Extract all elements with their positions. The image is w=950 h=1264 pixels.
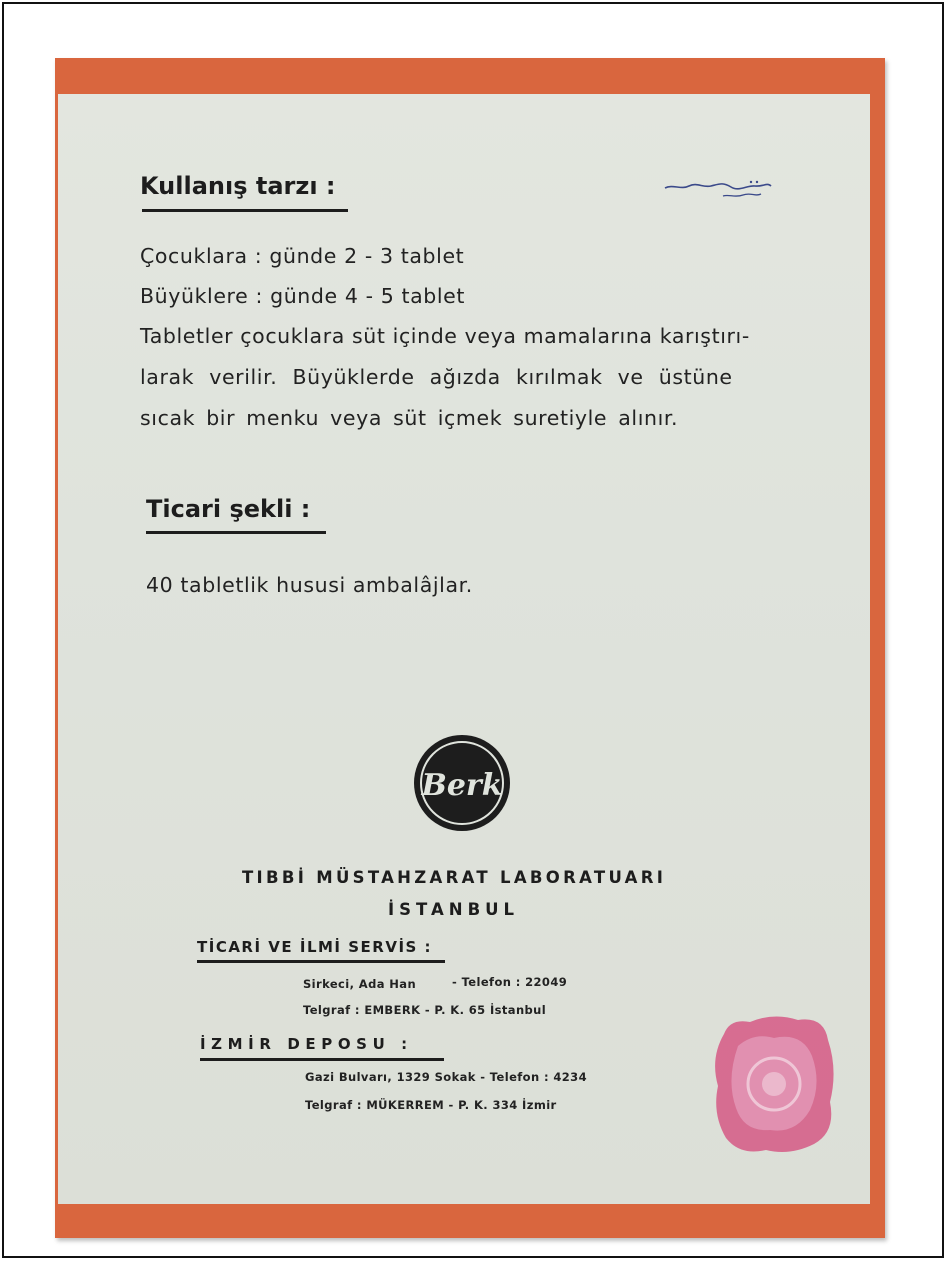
red-stamp (710, 1010, 838, 1158)
usage-heading: Kullanış tarzı : (140, 172, 336, 200)
depot-address-phone: Gazi Bulvarı, 1329 Sokak - Telefon : 4234 (305, 1070, 587, 1084)
usage-line-instructions-3: sıcak bir menku veya süt içmek suretiyle alınır. (140, 406, 679, 430)
usage-line-adults: Büyüklere : günde 4 - 5 tablet (140, 284, 466, 308)
service-heading-underline (197, 960, 445, 963)
depot-heading: İZMİR DEPOSU : (200, 1035, 413, 1053)
handwritten-mark (663, 176, 773, 206)
usage-line-instructions-2: larak verilir. Büyüklerde ağızda kırılmak ve üstüne (140, 365, 733, 389)
logo-text: Berk (421, 768, 503, 803)
service-address: Sirkeci, Ada Han (303, 977, 417, 991)
commercial-heading-underline (146, 531, 326, 534)
depot-telegraph: Telgraf : MÜKERREM - P. K. 334 İzmir (305, 1098, 557, 1112)
service-telegraph: Telgraf : EMBERK - P. K. 65 İstanbul (303, 1003, 547, 1017)
service-heading: TİCARİ VE İLMİ SERVİS : (197, 938, 433, 956)
commercial-text: 40 tabletlik hususi ambalâjlar. (146, 573, 473, 597)
depot-heading-underline (200, 1058, 444, 1061)
commercial-heading: Ticari şekli : (146, 495, 311, 523)
usage-heading-underline (142, 209, 348, 212)
berk-logo (412, 733, 512, 833)
lab-name: TIBBİ MÜSTAHZARAT LABORATUARI (242, 868, 667, 887)
usage-line-children: Çocuklara : günde 2 - 3 tablet (140, 244, 465, 268)
usage-line-instructions-1: Tabletler çocuklara süt içinde veya mamalarına karıştırı- (140, 324, 750, 348)
service-phone: - Telefon : 22049 (452, 975, 568, 989)
lab-city: İSTANBUL (388, 900, 520, 919)
